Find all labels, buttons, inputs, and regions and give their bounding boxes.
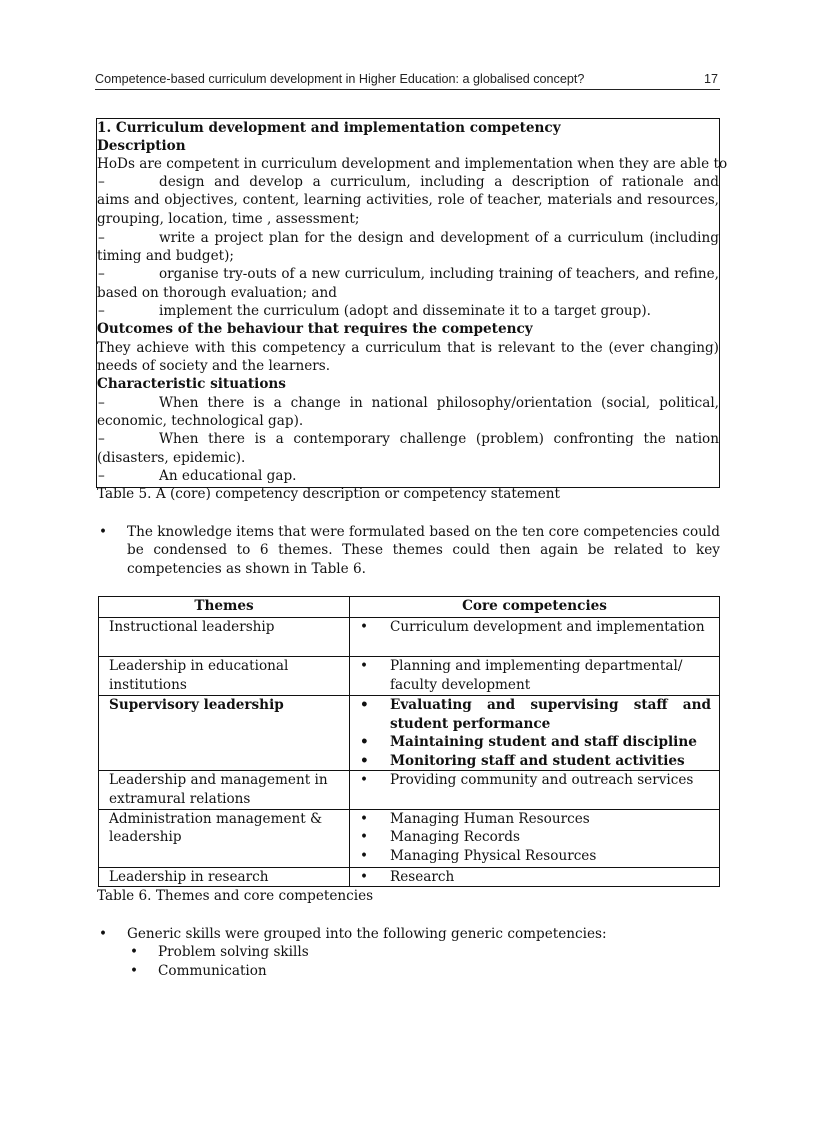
competency-item bbox=[360, 828, 719, 847]
competency-text: Managing Physical Resources bbox=[390, 847, 597, 864]
generic-skills-text: Generic skills were grouped into the following generic competencies: bbox=[127, 926, 607, 942]
competency-item bbox=[360, 752, 719, 771]
sub-bullet-marker: • bbox=[130, 963, 139, 979]
sub-list-item bbox=[130, 962, 267, 981]
box-line-text: implement the curriculum (adopt and disseminate it to a target group). bbox=[159, 303, 652, 319]
competency-item bbox=[360, 868, 719, 887]
bullet-marker: • bbox=[360, 697, 369, 713]
box-line: aims and objectives, content, learning activities, role of teacher, materials and resources, bbox=[97, 192, 719, 208]
table-row bbox=[99, 618, 720, 657]
sub-list-item bbox=[130, 943, 309, 962]
competency-statement-box bbox=[96, 118, 728, 488]
box-line-text: organise try-outs of a new curriculum, including training of teachers, and refine, bbox=[159, 266, 719, 282]
competency-item bbox=[360, 771, 719, 790]
box-line-text: write a project plan for the design and development of a curriculum (including bbox=[159, 230, 719, 246]
box-line-text: When there is a change in national philosophy/orientation (social, political, bbox=[159, 395, 719, 411]
competency-text: Maintaining student and staff discipline bbox=[390, 734, 697, 751]
box-line bbox=[97, 467, 719, 485]
table-row bbox=[99, 657, 720, 696]
bullet-marker: • bbox=[360, 658, 369, 674]
box-line bbox=[97, 265, 719, 283]
bullet-marker: • bbox=[360, 772, 369, 789]
box-heading: Outcomes of the behaviour that requires the competency bbox=[97, 321, 533, 337]
bullet-marker: • bbox=[99, 926, 108, 942]
dash-marker: – bbox=[98, 266, 105, 282]
box-line bbox=[97, 394, 719, 412]
competency-text: Curriculum development and implementation bbox=[390, 619, 705, 635]
theme-cell: Administration management & leadership bbox=[99, 809, 350, 867]
bullet-marker: • bbox=[360, 810, 369, 827]
sub-item-text: Communication bbox=[158, 963, 267, 979]
running-title: Competence-based curriculum development in Higher Education: a globalised concept? bbox=[95, 72, 585, 86]
dash-marker: – bbox=[98, 303, 105, 319]
competencies-cell bbox=[350, 618, 720, 657]
competencies-cell bbox=[350, 657, 720, 696]
box-line-text: An educational gap. bbox=[159, 468, 297, 484]
table5-caption: Table 5. A (core) competency description or competency statement bbox=[97, 486, 561, 502]
theme-cell: Supervisory leadership bbox=[99, 696, 350, 771]
competency-item bbox=[360, 696, 719, 733]
theme-cell: Leadership and management in extramural relations bbox=[99, 771, 350, 809]
box-line: grouping, location, time , assessment; bbox=[97, 211, 360, 227]
box-line: based on thorough evaluation; and bbox=[97, 285, 337, 301]
box-line: economic, technological gap). bbox=[97, 413, 304, 429]
paragraph-line: competencies as shown in Table 6. bbox=[127, 560, 366, 577]
competencies-cell bbox=[350, 771, 720, 809]
theme-cell: Leadership in educational institutions bbox=[99, 657, 350, 696]
competency-text: Evaluating and supervising staff and student performance bbox=[390, 697, 711, 732]
box-line bbox=[97, 430, 719, 448]
page-number: 17 bbox=[703, 72, 718, 86]
table-row bbox=[99, 809, 720, 867]
box-line bbox=[97, 302, 719, 320]
box-line: needs of society and the learners. bbox=[97, 358, 331, 374]
paragraph-line: be condensed to 6 themes. These themes could then again be related to key bbox=[127, 542, 720, 559]
competencies-cell bbox=[350, 696, 720, 771]
box-line-text: When there is a contemporary challenge (problem) confronting the nation bbox=[159, 431, 719, 447]
competency-text: Managing Records bbox=[390, 829, 520, 846]
box-heading: Characteristic situations bbox=[97, 376, 286, 392]
box-line: HoDs are competent in curriculum development and implementation when they are able to bbox=[97, 156, 728, 172]
box-line: (disasters, epidemic). bbox=[97, 450, 246, 466]
competency-text: Monitoring staff and student activities bbox=[390, 752, 685, 769]
bullet-marker: • bbox=[360, 847, 369, 864]
dash-marker: – bbox=[98, 431, 105, 447]
competency-text: Research bbox=[390, 868, 455, 885]
box-line bbox=[97, 229, 719, 247]
box-line: They achieve with this competency a curriculum that is relevant to the (ever changing) bbox=[97, 340, 719, 356]
paragraph-line: The knowledge items that were formulated based on the ten core competencies could bbox=[127, 524, 720, 540]
competency-item bbox=[360, 657, 719, 694]
competencies-cell bbox=[350, 867, 720, 887]
bullet-marker: • bbox=[99, 524, 108, 540]
column-header-core-competencies: Core competencies bbox=[350, 597, 720, 618]
competency-item bbox=[360, 733, 719, 752]
box-line: timing and budget); bbox=[97, 248, 234, 264]
bullet-marker: • bbox=[360, 868, 369, 885]
competencies-cell bbox=[350, 809, 720, 867]
box-line-text: design and develop a curriculum, including a description of rationale and bbox=[159, 174, 719, 190]
themes-table bbox=[98, 596, 720, 887]
dash-marker: – bbox=[98, 468, 105, 484]
box-heading: Description bbox=[97, 138, 186, 154]
competency-item bbox=[360, 618, 719, 637]
table-row bbox=[99, 771, 720, 809]
competency-item bbox=[360, 847, 719, 866]
running-header bbox=[95, 72, 720, 90]
knowledge-items-paragraph bbox=[127, 523, 720, 578]
bullet-marker: • bbox=[360, 734, 369, 751]
bullet-marker: • bbox=[360, 619, 369, 635]
table-row bbox=[99, 696, 720, 771]
competency-text: Planning and implementing departmental/ faculty development bbox=[390, 658, 683, 693]
box-line bbox=[97, 173, 719, 191]
dash-marker: – bbox=[98, 395, 105, 411]
table-row bbox=[99, 867, 720, 887]
table6-caption: Table 6. Themes and core competencies bbox=[97, 888, 374, 904]
column-header-themes: Themes bbox=[99, 597, 350, 618]
bullet-marker: • bbox=[360, 829, 369, 846]
competency-text: Managing Human Resources bbox=[390, 810, 590, 827]
box-heading: 1. Curriculum development and implementation competency bbox=[97, 120, 561, 136]
theme-cell: Instructional leadership bbox=[99, 618, 350, 657]
competency-text: Providing community and outreach services bbox=[390, 772, 694, 789]
dash-marker: – bbox=[98, 174, 105, 190]
competency-item bbox=[360, 810, 719, 829]
dash-marker: – bbox=[98, 230, 105, 246]
sub-item-text: Problem solving skills bbox=[158, 944, 309, 960]
theme-cell: Leadership in research bbox=[99, 867, 350, 887]
sub-bullet-marker: • bbox=[130, 944, 139, 960]
bullet-marker: • bbox=[360, 752, 369, 769]
